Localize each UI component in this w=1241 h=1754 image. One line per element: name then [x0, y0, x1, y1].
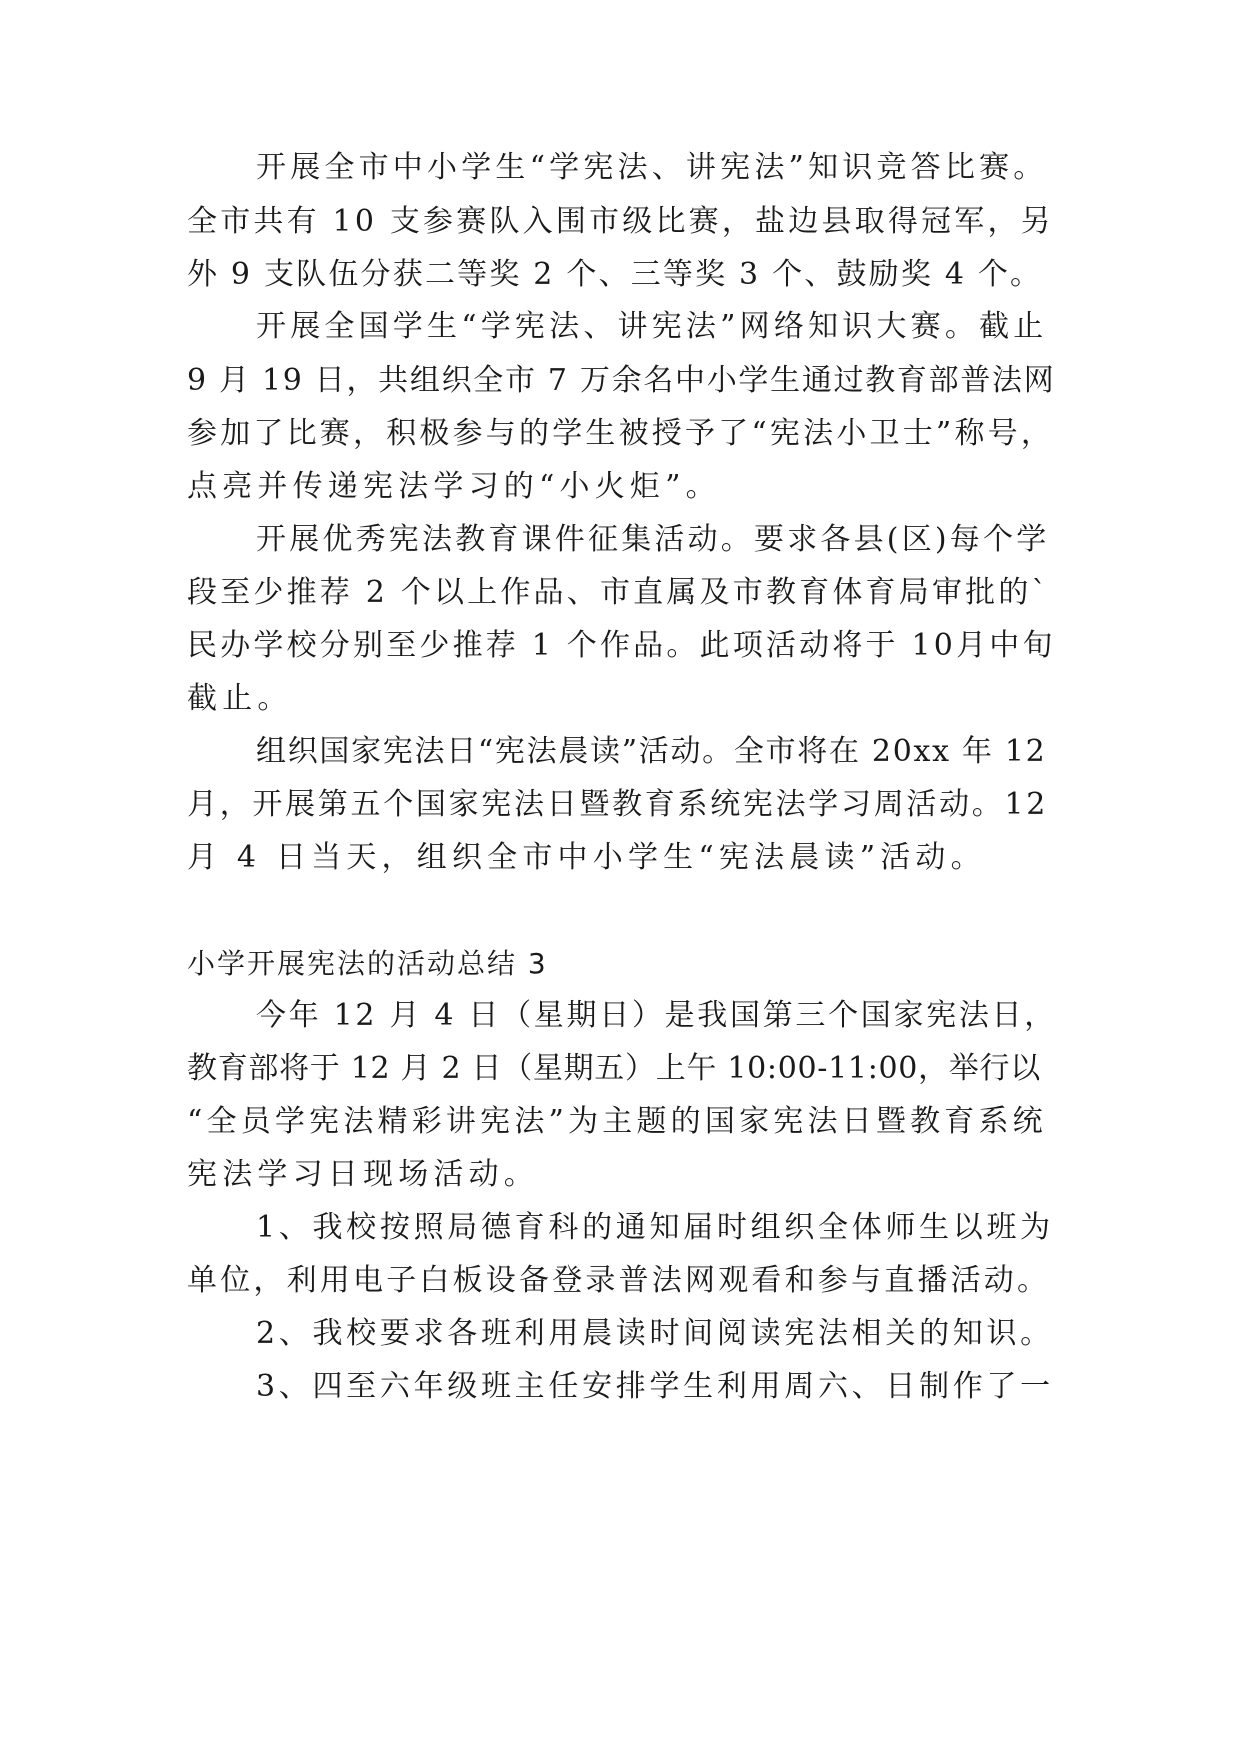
paragraph-2-line-2: 9 月 19 日，共组织全市 7 万余名中小学生通过教育部普法网 [187, 363, 1056, 398]
section-paragraph-1-line-1: 今年 12 月 4 日（星期日）是我国第三个国家宪法日， [256, 998, 1058, 1033]
paragraph-3-line-4: 截止。 [187, 681, 293, 716]
section-paragraph-1-line-4: 宪法学习日现场活动。 [187, 1157, 539, 1192]
paragraph-1-line-1: 开展全市中小学生“学宪法、讲宪法”知识竞答比赛。 [256, 150, 1048, 185]
section-paragraph-2-line-2: 单位，利用电子白板设备登录普法网观看和参与直播活动。 [187, 1263, 1051, 1298]
section-paragraph-2-line-1: 1、我校按照局德育科的通知届时组织全体师生以班为 [256, 1210, 1054, 1245]
paragraph-4-line-1: 组织国家宪法日“宪法晨读”活动。全市将在 20xx 年 12 [256, 734, 1047, 769]
section-paragraph-3-line-1: 2、我校要求各班利用晨读时间阅读宪法相关的知识。 [256, 1316, 1054, 1351]
section-paragraph-4-line-1: 3、四至六年级班主任安排学生利用周六、日制作了一 [256, 1369, 1054, 1404]
section-paragraph-1-line-2: 教育部将于 12 月 2 日（星期五）上午 10:00-11:00，举行以 [187, 1051, 1041, 1086]
paragraph-2-line-3: 参加了比赛，积极参与的学生被授予了“宪法小卫士”称号， [187, 416, 1055, 451]
paragraph-2-line-4: 点亮并传递宪法学习的“小火炬”。 [187, 469, 721, 504]
paragraph-4-line-3: 月 4 日当天，组织全市中小学生“宪法晨读”活动。 [187, 840, 986, 875]
section-paragraph-1-line-3: “全员学宪法精彩讲宪法”为主题的国家宪法日暨教育系统 [187, 1104, 1047, 1139]
section-title: 小学开展宪法的活动总结 3 [187, 947, 548, 980]
paragraph-3-line-3: 民办学校分别至少推荐 1 个作品。此项活动将于 10月中旬 [187, 628, 1056, 663]
paragraph-1-line-2: 全市共有 10 支参赛队入围市级比赛，盐边县取得冠军，另 [187, 204, 1054, 239]
paragraph-3-line-2: 段至少推荐 2 个以上作品、市直属及市教育体育局审批的` [187, 575, 1050, 610]
paragraph-3-line-1: 开展优秀宪法教育课件征集活动。要求各县(区)每个学 [256, 522, 1050, 557]
paragraph-1-line-3: 外 9 支队伍分获二等奖 2 个、三等奖 3 个、鼓励奖 4 个。 [187, 257, 1043, 292]
paragraph-2-line-1: 开展全国学生“学宪法、讲宪法”网络知识大赛。截止 [256, 309, 1048, 344]
paragraph-4-line-2: 月，开展第五个国家宪法日暨教育系统宪法学习周活动。12 [187, 787, 1049, 822]
